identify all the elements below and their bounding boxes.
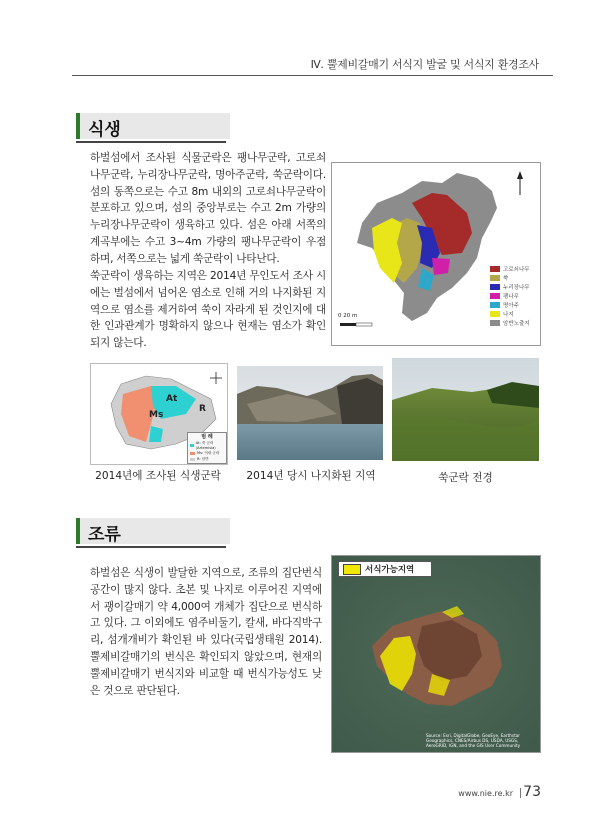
legend-swatch bbox=[490, 320, 500, 326]
mugwort-photo bbox=[392, 358, 539, 461]
section-heading-vegetation bbox=[76, 113, 226, 139]
heading-underline bbox=[76, 546, 226, 548]
legend-item bbox=[190, 457, 224, 462]
legend-swatch bbox=[490, 275, 500, 281]
map2014-legend-rows bbox=[188, 441, 226, 462]
header-rule bbox=[72, 75, 553, 76]
legend-label: 나지 bbox=[503, 312, 514, 318]
legend-label: 누리장나무 bbox=[503, 285, 530, 291]
mugwort-svg bbox=[392, 358, 539, 461]
legend-label: 명아주 bbox=[503, 303, 519, 309]
birds-paragraph: 하벌섬은 식생이 발달한 지역으로, 조류의 집단번식 공간이 많지 않다. 초본 및 나지로 이루어진 지역에서 괭이갈매기 약 4,000여 개체가 집단으로 번식하고 있다. 그 이외에도 염주비둘기, 칼새, 바다직박구리, 섬개개비가 확인된 바 있다(국립생태원 2014). 뿔제비갈매기의 번식은 확인되지 않았으며, 현재의 뿔제비갈매기 번식지와 비교할 때 번식가능성도 낮은 것으로 판단된다. bbox=[90, 567, 322, 697]
legend-label: 암반노출지 bbox=[503, 321, 530, 327]
vegetation-paragraph-1: 하벌섬에서 조사된 식물군락은 팽나무군락, 고로쇠나무군락, 누리장나무군락, 명아주군락, 쑥군락이다. 섬의 동쪽으로는 수고 8m 내외의 고로쇠나무군락이 분포하고 있으며, 섬의 중앙부로는 수고 2m 가량의 누리장나무군락이 생육하고 있다. 섬은 아래 서쪽의 계곡부에는 수고 3~4m 가량의 팽나무군락이 우점하며, 서쪽으로는 넓게 쑥군락이 나타난다. bbox=[90, 152, 326, 265]
footer-url[interactable]: www.nie.re.kr bbox=[458, 789, 513, 798]
satellite-attribution: Source: Esri, DigitalGlobe, GeoEye, Earthstar Geographics, CNES/Airbus DS, USDA, USGS, AeroGRID, IGN, and the GIS User Community bbox=[426, 733, 521, 748]
map2014-legend bbox=[187, 432, 227, 464]
caption-bare-area: 2014년 당시 나지화된 지역 bbox=[246, 470, 376, 482]
legend-item bbox=[490, 310, 514, 318]
legend-swatch bbox=[490, 302, 500, 308]
footer-separator bbox=[520, 788, 521, 798]
legend-swatch bbox=[190, 452, 195, 455]
legend-label: At: 쑥 군락(Artemisia) bbox=[195, 441, 216, 450]
label-ms: Ms bbox=[149, 410, 164, 420]
satellite-svg bbox=[332, 556, 540, 752]
vegetation-2014-map bbox=[90, 363, 228, 465]
heading-label: 식생 bbox=[88, 120, 121, 140]
legend-item bbox=[490, 274, 508, 282]
section-heading-birds bbox=[76, 518, 226, 544]
legend-item bbox=[490, 301, 519, 309]
legend-label: 고로쇠나무 bbox=[503, 267, 530, 273]
habitat-satellite-map bbox=[331, 555, 541, 753]
legend-item bbox=[190, 451, 224, 456]
caption-2014-map: 2014년에 조사된 식생군락 bbox=[95, 470, 221, 482]
legend-item bbox=[490, 292, 519, 300]
bare-area-photo bbox=[237, 366, 383, 460]
legend-label: 쑥 bbox=[503, 276, 509, 282]
legend-label: Ms: 억새 군락 bbox=[197, 451, 220, 455]
legend-item bbox=[490, 265, 530, 273]
running-header: Ⅳ. 뿔제비갈매기 서식지 발굴 및 서식지 환경조사 bbox=[310, 58, 539, 71]
legend-swatch bbox=[490, 266, 500, 272]
vegetation-map bbox=[331, 162, 541, 346]
legend-swatch bbox=[190, 444, 194, 447]
legend-swatch bbox=[490, 284, 500, 290]
legend-label: R: 암반 bbox=[197, 457, 209, 461]
label-r: R bbox=[199, 404, 206, 414]
legend-item bbox=[490, 319, 530, 327]
legend-swatch bbox=[490, 311, 500, 317]
legend-swatch bbox=[190, 458, 195, 461]
legend-item bbox=[490, 283, 530, 291]
caption-mugwort: 쑥군락 전경 bbox=[438, 472, 493, 484]
satellite-legend bbox=[338, 561, 432, 577]
heading-underline bbox=[76, 141, 226, 143]
label-at: At bbox=[166, 394, 178, 404]
bare-area-svg bbox=[237, 366, 383, 460]
map-scale-label: 0 20 m bbox=[338, 313, 358, 319]
satellite-legend-label: 서식가능지역 bbox=[365, 565, 415, 575]
legend-label: 팽나무 bbox=[503, 294, 519, 300]
legend-swatch bbox=[490, 293, 500, 299]
page-number: 73 bbox=[523, 784, 541, 800]
legend-item bbox=[190, 441, 224, 450]
heading-label: 조류 bbox=[88, 525, 121, 545]
satellite-legend-swatch bbox=[343, 564, 361, 575]
vegetation-paragraph-2: 쑥군락이 생육하는 지역은 2014년 무인도서 조사 시에는 벌섬에서 넘어온 염소로 인해 거의 나지화된 지역으로 염소를 제거하여 쑥이 자라게 된 것인지에 대한 인과관계가 명확하지 않으나 현재는 염소가 확인되지 않는다. bbox=[90, 270, 326, 350]
map2014-legend-title: 범 례 bbox=[201, 434, 213, 440]
